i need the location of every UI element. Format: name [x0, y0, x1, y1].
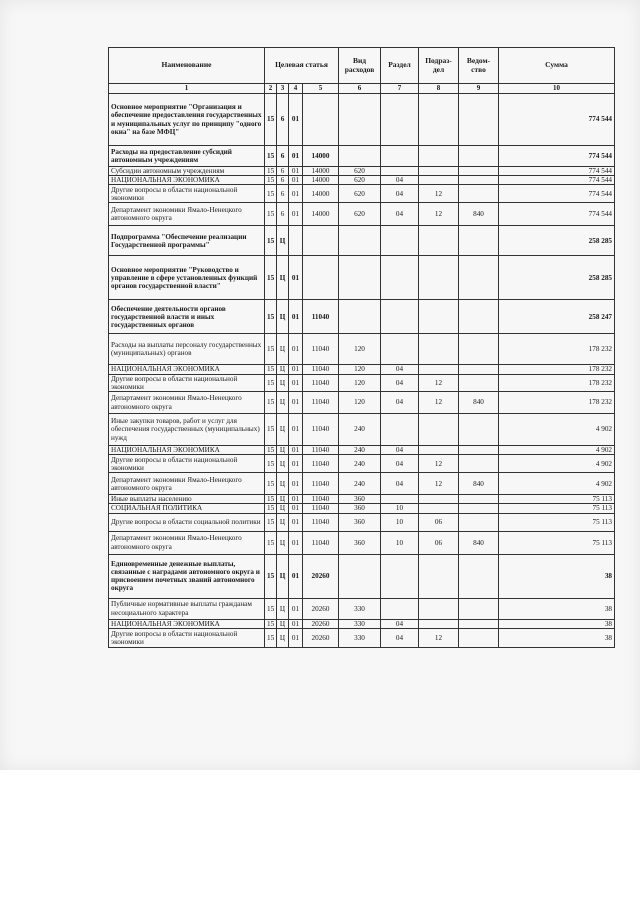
table-body — [109, 94, 615, 648]
cell-expense-type — [339, 146, 381, 167]
cell-subprogram: Ц — [277, 446, 289, 455]
cell-subsection — [419, 414, 459, 446]
cell-name: НАЦИОНАЛЬНАЯ ЭКОНОМИКА — [109, 176, 265, 185]
table-row — [109, 300, 615, 334]
cell-program: 15 — [265, 203, 277, 226]
column-number: 4 — [289, 84, 303, 94]
cell-section: 04 — [381, 446, 419, 455]
cell-expense-type — [339, 226, 381, 256]
table-row — [109, 598, 615, 619]
table-row — [109, 446, 615, 455]
cell-event: 01 — [289, 504, 303, 513]
table-row — [109, 628, 615, 647]
header-target: Целевая статья — [265, 48, 339, 84]
cell-section — [381, 94, 419, 146]
cell-subprogram: Ц — [277, 256, 289, 300]
cell-sum: 75 113 — [499, 495, 615, 504]
cell-program: 15 — [265, 185, 277, 203]
header-type: Вид расходов — [339, 48, 381, 84]
cell-section: 04 — [381, 455, 419, 473]
cell-subprogram: Ц — [277, 495, 289, 504]
column-numbers-row — [109, 84, 615, 94]
cell-section — [381, 146, 419, 167]
cell-name: НАЦИОНАЛЬНАЯ ЭКОНОМИКА — [109, 619, 265, 628]
cell-section — [381, 256, 419, 300]
cell-subprogram: Ц — [277, 531, 289, 554]
cell-subsection — [419, 146, 459, 167]
cell-direction: 14000 — [303, 146, 339, 167]
table-row — [109, 531, 615, 554]
column-number: 2 — [265, 84, 277, 94]
cell-event: 01 — [289, 300, 303, 334]
cell-name: Основное мероприятие "Организация и обеспечение предоставления государственных и муниципальных услуг по принципу "одного окна" на базе МФЦ" — [109, 94, 265, 146]
cell-department — [459, 513, 499, 531]
cell-subsection: 06 — [419, 531, 459, 554]
header-name: Наименование — [109, 48, 265, 84]
cell-subprogram: Ц — [277, 504, 289, 513]
cell-sum: 75 113 — [499, 531, 615, 554]
cell-subprogram: Ц — [277, 619, 289, 628]
cell-department — [459, 446, 499, 455]
cell-name: Публичные нормативные выплаты гражданам несоциального характера — [109, 598, 265, 619]
cell-expense-type — [339, 554, 381, 598]
cell-event: 01 — [289, 473, 303, 495]
cell-subsection: 12 — [419, 473, 459, 495]
cell-program: 15 — [265, 598, 277, 619]
table-row — [109, 334, 615, 365]
cell-event: 01 — [289, 619, 303, 628]
cell-section — [381, 414, 419, 446]
cell-department: 840 — [459, 203, 499, 226]
cell-direction — [303, 94, 339, 146]
cell-department: 840 — [459, 473, 499, 495]
cell-event — [289, 226, 303, 256]
cell-department — [459, 495, 499, 504]
cell-section: 04 — [381, 628, 419, 647]
cell-department — [459, 176, 499, 185]
cell-section: 04 — [381, 374, 419, 391]
table-row — [109, 185, 615, 203]
cell-event: 01 — [289, 392, 303, 414]
cell-program: 15 — [265, 513, 277, 531]
cell-subprogram: Ц — [277, 554, 289, 598]
cell-direction: 20260 — [303, 598, 339, 619]
cell-expense-type: 360 — [339, 513, 381, 531]
column-number: 3 — [277, 84, 289, 94]
cell-subsection — [419, 256, 459, 300]
cell-sum: 4 902 — [499, 446, 615, 455]
table-row — [109, 176, 615, 185]
cell-subsection — [419, 554, 459, 598]
cell-expense-type: 120 — [339, 392, 381, 414]
cell-program: 15 — [265, 94, 277, 146]
cell-name: Другие вопросы в области социальной политики — [109, 513, 265, 531]
cell-direction: 11040 — [303, 414, 339, 446]
cell-direction: 14000 — [303, 167, 339, 176]
cell-program: 15 — [265, 146, 277, 167]
cell-department — [459, 334, 499, 365]
cell-sum: 774 544 — [499, 203, 615, 226]
cell-subprogram: Ц — [277, 455, 289, 473]
cell-department — [459, 628, 499, 647]
cell-direction: 14000 — [303, 176, 339, 185]
cell-section — [381, 300, 419, 334]
cell-program: 15 — [265, 392, 277, 414]
cell-department — [459, 185, 499, 203]
cell-direction: 11040 — [303, 531, 339, 554]
cell-direction: 11040 — [303, 495, 339, 504]
cell-section — [381, 334, 419, 365]
column-number: 8 — [419, 84, 459, 94]
cell-direction: 11040 — [303, 300, 339, 334]
cell-name: Подпрограмма "Обеспечение реализации Государственной программы" — [109, 226, 265, 256]
cell-program: 15 — [265, 495, 277, 504]
cell-department — [459, 226, 499, 256]
table-row — [109, 374, 615, 391]
cell-subsection: 12 — [419, 185, 459, 203]
cell-program: 15 — [265, 167, 277, 176]
cell-department — [459, 94, 499, 146]
cell-direction: 20260 — [303, 554, 339, 598]
cell-direction — [303, 226, 339, 256]
cell-name: Другие вопросы в области национальной экономики — [109, 374, 265, 391]
table-row — [109, 226, 615, 256]
cell-name: Расходы на выплаты персоналу государственных (муниципальных) органов — [109, 334, 265, 365]
cell-sum: 774 544 — [499, 185, 615, 203]
cell-event: 01 — [289, 513, 303, 531]
cell-subsection — [419, 334, 459, 365]
cell-name: НАЦИОНАЛЬНАЯ ЭКОНОМИКА — [109, 365, 265, 374]
cell-event: 01 — [289, 365, 303, 374]
cell-direction — [303, 256, 339, 300]
cell-subprogram: Ц — [277, 300, 289, 334]
cell-subprogram: 6 — [277, 167, 289, 176]
cell-name: НАЦИОНАЛЬНАЯ ЭКОНОМИКА — [109, 446, 265, 455]
cell-section — [381, 167, 419, 176]
cell-sum: 75 113 — [499, 513, 615, 531]
cell-subprogram: Ц — [277, 513, 289, 531]
cell-sum: 4 902 — [499, 414, 615, 446]
cell-event: 01 — [289, 185, 303, 203]
cell-direction: 11040 — [303, 513, 339, 531]
cell-expense-type: 620 — [339, 203, 381, 226]
cell-direction: 11040 — [303, 365, 339, 374]
cell-expense-type: 120 — [339, 334, 381, 365]
cell-subsection — [419, 300, 459, 334]
cell-direction: 11040 — [303, 473, 339, 495]
cell-subsection: 12 — [419, 374, 459, 391]
cell-name: Иные закупки товаров, работ и услуг для обеспечения государственных (муниципальных) нужд — [109, 414, 265, 446]
table-row — [109, 504, 615, 513]
cell-subprogram: Ц — [277, 473, 289, 495]
cell-department — [459, 256, 499, 300]
cell-sum: 774 544 — [499, 167, 615, 176]
cell-sum: 75 113 — [499, 504, 615, 513]
table-row — [109, 554, 615, 598]
cell-expense-type: 240 — [339, 414, 381, 446]
cell-section — [381, 226, 419, 256]
cell-sum: 774 544 — [499, 146, 615, 167]
table-row — [109, 392, 615, 414]
cell-expense-type: 620 — [339, 185, 381, 203]
cell-subsection — [419, 226, 459, 256]
cell-name: Расходы на предоставление субсидий автономным учреждениям — [109, 146, 265, 167]
cell-section: 04 — [381, 176, 419, 185]
cell-department — [459, 300, 499, 334]
cell-program: 15 — [265, 334, 277, 365]
cell-sum: 774 544 — [499, 176, 615, 185]
cell-program: 15 — [265, 446, 277, 455]
cell-sum: 178 232 — [499, 334, 615, 365]
cell-expense-type: 360 — [339, 531, 381, 554]
cell-subprogram: Ц — [277, 598, 289, 619]
cell-event: 01 — [289, 414, 303, 446]
cell-section — [381, 495, 419, 504]
cell-event: 01 — [289, 554, 303, 598]
cell-subprogram: 6 — [277, 185, 289, 203]
cell-sum: 258 285 — [499, 256, 615, 300]
cell-subsection — [419, 619, 459, 628]
cell-sum: 38 — [499, 598, 615, 619]
cell-department — [459, 146, 499, 167]
cell-program: 15 — [265, 554, 277, 598]
cell-department — [459, 365, 499, 374]
cell-name: Другие вопросы в области национальной экономики — [109, 185, 265, 203]
cell-subsection — [419, 365, 459, 374]
cell-name: Единовременные денежные выплаты, связанные с наградами автономного округа и присвоением почетных званий автономного округа — [109, 554, 265, 598]
cell-program: 15 — [265, 619, 277, 628]
column-number: 5 — [303, 84, 339, 94]
cell-subprogram: Ц — [277, 414, 289, 446]
cell-sum: 178 232 — [499, 365, 615, 374]
cell-expense-type: 120 — [339, 374, 381, 391]
cell-sum: 258 285 — [499, 226, 615, 256]
cell-event: 01 — [289, 203, 303, 226]
cell-sum: 774 544 — [499, 94, 615, 146]
cell-program: 15 — [265, 176, 277, 185]
table-row — [109, 513, 615, 531]
cell-name: Департамент экономики Ямало-Ненецкого автономного округа — [109, 531, 265, 554]
cell-subsection: 12 — [419, 455, 459, 473]
cell-section — [381, 598, 419, 619]
cell-subprogram: Ц — [277, 365, 289, 374]
cell-sum: 4 902 — [499, 473, 615, 495]
cell-section: 04 — [381, 619, 419, 628]
cell-expense-type: 360 — [339, 504, 381, 513]
table-row — [109, 256, 615, 300]
cell-department — [459, 455, 499, 473]
cell-direction: 11040 — [303, 455, 339, 473]
cell-section: 10 — [381, 531, 419, 554]
cell-subsection: 12 — [419, 392, 459, 414]
cell-subsection — [419, 94, 459, 146]
cell-expense-type: 330 — [339, 598, 381, 619]
cell-section: 10 — [381, 513, 419, 531]
column-number: 6 — [339, 84, 381, 94]
cell-section: 10 — [381, 504, 419, 513]
cell-subprogram: 6 — [277, 146, 289, 167]
column-number: 7 — [381, 84, 419, 94]
cell-name: Другие вопросы в области национальной экономики — [109, 628, 265, 647]
cell-event: 01 — [289, 455, 303, 473]
cell-subsection — [419, 598, 459, 619]
cell-expense-type: 620 — [339, 167, 381, 176]
cell-name: Департамент экономики Ямало-Ненецкого автономного округа — [109, 392, 265, 414]
cell-program: 15 — [265, 455, 277, 473]
cell-subprogram: Ц — [277, 226, 289, 256]
cell-department: 840 — [459, 392, 499, 414]
cell-program: 15 — [265, 300, 277, 334]
cell-program: 15 — [265, 414, 277, 446]
cell-expense-type: 330 — [339, 619, 381, 628]
cell-direction: 11040 — [303, 334, 339, 365]
cell-event: 01 — [289, 531, 303, 554]
cell-subsection: 12 — [419, 628, 459, 647]
cell-sum: 38 — [499, 619, 615, 628]
header-section: Раздел — [381, 48, 419, 84]
cell-section: 04 — [381, 185, 419, 203]
cell-department — [459, 598, 499, 619]
column-number: 10 — [499, 84, 615, 94]
header-subsection: Подраз-дел — [419, 48, 459, 84]
cell-direction: 14000 — [303, 185, 339, 203]
cell-subprogram: 6 — [277, 94, 289, 146]
cell-section — [381, 554, 419, 598]
cell-sum: 178 232 — [499, 374, 615, 391]
cell-department — [459, 619, 499, 628]
table-row — [109, 414, 615, 446]
cell-event: 01 — [289, 94, 303, 146]
cell-subprogram: Ц — [277, 334, 289, 365]
cell-subsection: 12 — [419, 203, 459, 226]
cell-sum: 4 902 — [499, 455, 615, 473]
cell-expense-type: 240 — [339, 446, 381, 455]
cell-department: 840 — [459, 531, 499, 554]
cell-expense-type: 620 — [339, 176, 381, 185]
cell-program: 15 — [265, 473, 277, 495]
cell-program: 15 — [265, 374, 277, 391]
cell-department — [459, 504, 499, 513]
cell-event: 01 — [289, 146, 303, 167]
column-number: 9 — [459, 84, 499, 94]
cell-name: Департамент экономики Ямало-Ненецкого автономного округа — [109, 203, 265, 226]
cell-event: 01 — [289, 598, 303, 619]
cell-direction: 11040 — [303, 374, 339, 391]
table-row — [109, 94, 615, 146]
cell-section: 04 — [381, 365, 419, 374]
cell-subsection — [419, 176, 459, 185]
cell-name: Субсидии автономным учреждениям — [109, 167, 265, 176]
cell-sum: 38 — [499, 628, 615, 647]
cell-sum: 38 — [499, 554, 615, 598]
budget-table — [108, 47, 615, 648]
cell-expense-type: 360 — [339, 495, 381, 504]
table-row — [109, 619, 615, 628]
cell-sum: 178 232 — [499, 392, 615, 414]
cell-subsection — [419, 446, 459, 455]
cell-subprogram: Ц — [277, 392, 289, 414]
cell-program: 15 — [265, 365, 277, 374]
table-row — [109, 146, 615, 167]
cell-name: СОЦИАЛЬНАЯ ПОЛИТИКА — [109, 504, 265, 513]
cell-event: 01 — [289, 256, 303, 300]
cell-direction: 14000 — [303, 203, 339, 226]
cell-event: 01 — [289, 374, 303, 391]
cell-subprogram: 6 — [277, 176, 289, 185]
cell-name: Другие вопросы в области национальной экономики — [109, 455, 265, 473]
cell-direction: 11040 — [303, 504, 339, 513]
cell-subsection — [419, 167, 459, 176]
table-row — [109, 167, 615, 176]
cell-department — [459, 554, 499, 598]
cell-event: 01 — [289, 334, 303, 365]
cell-event: 01 — [289, 176, 303, 185]
cell-name: Основное мероприятие "Руководство и управление в сфере установленных функций органов государственной власти" — [109, 256, 265, 300]
cell-expense-type: 240 — [339, 455, 381, 473]
cell-event: 01 — [289, 167, 303, 176]
table-row — [109, 455, 615, 473]
cell-expense-type: 120 — [339, 365, 381, 374]
table-header — [109, 48, 615, 94]
table-row — [109, 495, 615, 504]
cell-department — [459, 414, 499, 446]
cell-expense-type — [339, 94, 381, 146]
cell-section: 04 — [381, 473, 419, 495]
header-sum: Сумма — [499, 48, 615, 84]
table-row — [109, 203, 615, 226]
cell-subprogram: Ц — [277, 374, 289, 391]
cell-section: 04 — [381, 392, 419, 414]
cell-event: 01 — [289, 446, 303, 455]
cell-subprogram: 6 — [277, 203, 289, 226]
cell-department — [459, 167, 499, 176]
cell-program: 15 — [265, 226, 277, 256]
table-row — [109, 473, 615, 495]
column-number: 1 — [109, 84, 265, 94]
cell-event: 01 — [289, 495, 303, 504]
cell-direction: 20260 — [303, 628, 339, 647]
cell-expense-type — [339, 256, 381, 300]
cell-name: Обеспечение деятельности органов государственной власти и иных государственных органов — [109, 300, 265, 334]
header-dept: Ведом-ство — [459, 48, 499, 84]
cell-event: 01 — [289, 628, 303, 647]
cell-subsection — [419, 504, 459, 513]
cell-expense-type: 330 — [339, 628, 381, 647]
cell-sum: 258 247 — [499, 300, 615, 334]
cell-subsection — [419, 495, 459, 504]
cell-program: 15 — [265, 531, 277, 554]
cell-direction: 11040 — [303, 446, 339, 455]
table-row — [109, 365, 615, 374]
cell-name: Иные выплаты населению — [109, 495, 265, 504]
cell-expense-type: 240 — [339, 473, 381, 495]
cell-department — [459, 374, 499, 391]
cell-subprogram: Ц — [277, 628, 289, 647]
cell-program: 15 — [265, 504, 277, 513]
cell-name: Департамент экономики Ямало-Ненецкого автономного округа — [109, 473, 265, 495]
cell-program: 15 — [265, 628, 277, 647]
cell-subsection: 06 — [419, 513, 459, 531]
cell-section: 04 — [381, 203, 419, 226]
cell-program: 15 — [265, 256, 277, 300]
cell-direction: 20260 — [303, 619, 339, 628]
cell-expense-type — [339, 300, 381, 334]
cell-direction: 11040 — [303, 392, 339, 414]
